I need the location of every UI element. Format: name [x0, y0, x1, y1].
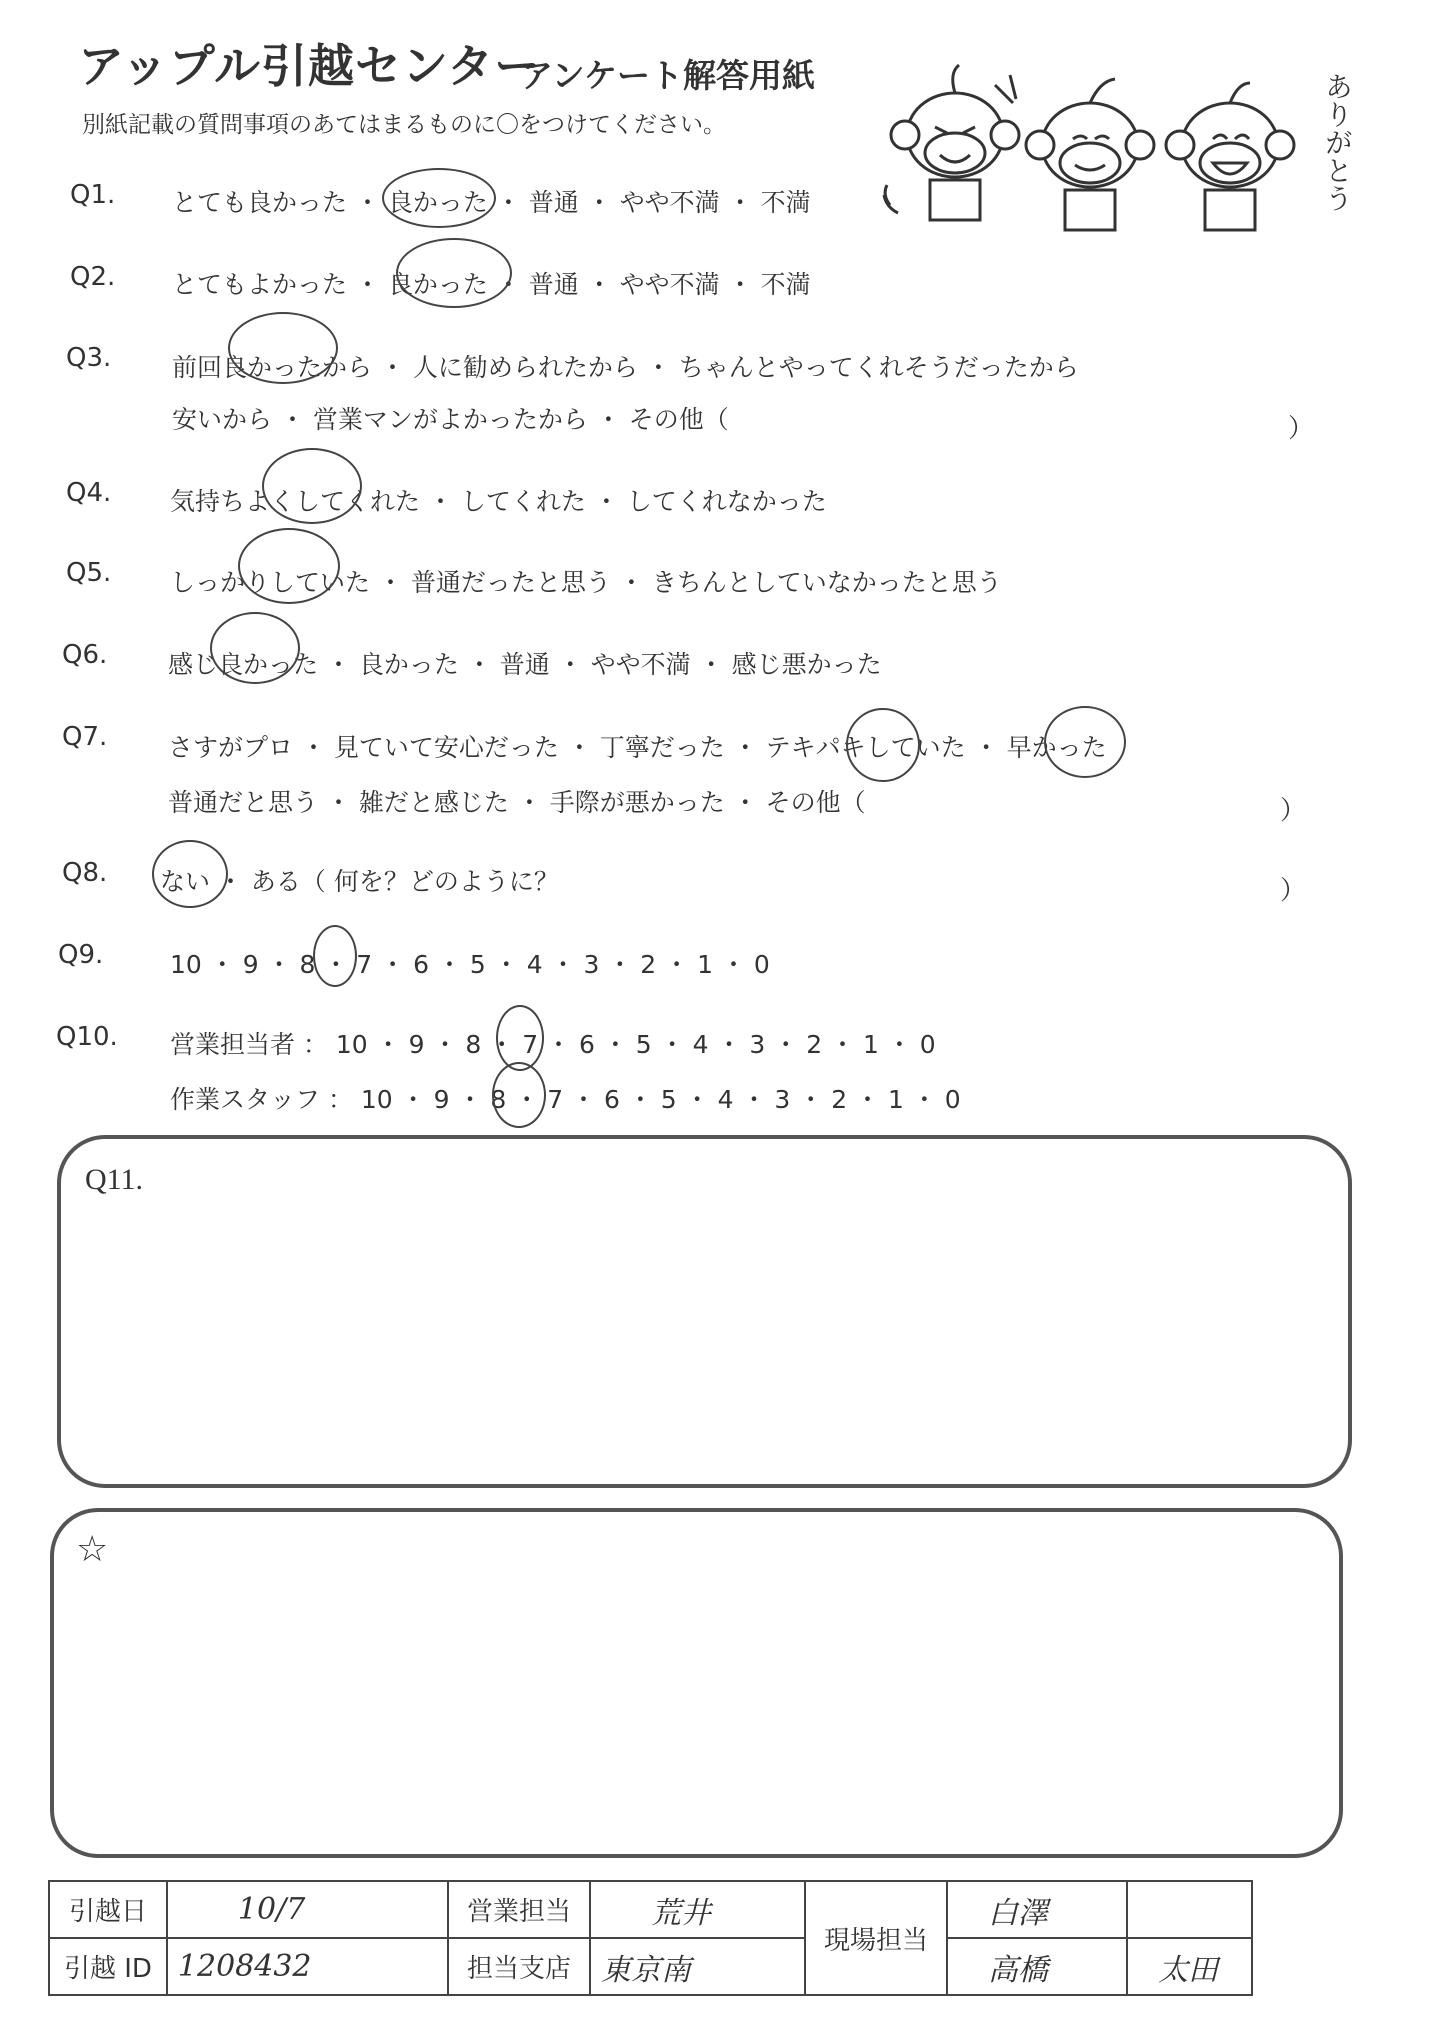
site-rep-empty: [1127, 1881, 1252, 1938]
q1-options: とても良かった ・ 良かった ・ 普通 ・ やや不満 ・ 不満: [172, 188, 811, 217]
mascot-3-icon: [1166, 83, 1294, 230]
instruction-text: 別紙記載の質問事項のあてはまるものに〇をつけてください。: [82, 112, 726, 138]
sales-rep-value: 荒井: [590, 1881, 805, 1938]
form-subtitle: アンケート解答用紙: [520, 56, 816, 95]
q7-selection-circle-1: [846, 708, 920, 782]
moving-date-label: 引越日: [49, 1881, 167, 1938]
q9-label: Q9.: [58, 940, 104, 970]
moving-id-value: 1208432: [167, 1938, 448, 1995]
q1-selection-circle: [382, 168, 496, 228]
q10-staff-scale: 作業スタッフ ： 10 ・ 9 ・ 8 ・ 7 ・ 6 ・ 5 ・ 4 ・ 3 ・ 2 ・ 1 ・ 0: [170, 1085, 961, 1114]
q7-label: Q7.: [62, 722, 108, 752]
star-comment-box[interactable]: [50, 1508, 1343, 1858]
q5-selection-circle: [238, 528, 340, 604]
q1-label: Q1.: [70, 180, 116, 210]
q8-selection-circle: [152, 840, 228, 908]
q8-options: ない ・ ある（ 何を？どのように？: [160, 867, 559, 896]
q10-sales-scale: 営業担当者 ： 10 ・ 9 ・ 8 ・ 7 ・ 6 ・ 5 ・ 4 ・ 3 ・ 2 ・ 1 ・ 0: [170, 1030, 936, 1059]
q7-options-line2: 普通だと思う ・ 雑だと感じた ・ 手際が悪かった ・ その他（: [168, 788, 866, 817]
q2-selection-circle: [396, 238, 512, 308]
moving-id-label: 引越 ID: [49, 1938, 167, 1995]
q6-label: Q6.: [62, 640, 108, 670]
q3-options-line1: 前回良かったから ・ 人に勧められたから ・ ちゃんとやってくれそうだったから: [172, 353, 1079, 382]
branch-label: 担当支店: [448, 1938, 590, 1995]
q7-close-paren: ）: [1280, 796, 1307, 826]
q11-label: Q11.: [85, 1163, 144, 1196]
thanks-text: ありがとう: [1321, 72, 1354, 212]
q6-selection-circle: [210, 612, 300, 684]
q2-label: Q2.: [70, 262, 116, 292]
q10-staff-selection-circle: [492, 1062, 546, 1128]
q5-options: しっかりしていた ・ 普通だったと思う ・ きちんとしていなかったと思う: [170, 568, 1002, 597]
q9-scale: 10 ・ 9 ・ 8 ・ 7 ・ 6 ・ 5 ・ 4 ・ 3 ・ 2 ・ 1 ・ 0: [170, 950, 770, 979]
branch-value: 東京南: [590, 1938, 805, 1995]
q5-label: Q5.: [66, 558, 112, 588]
q11-comment-box[interactable]: [57, 1135, 1352, 1488]
q3-label: Q3.: [66, 343, 112, 373]
q10-label: Q10.: [56, 1022, 118, 1052]
q4-options: 気持ちよくしてくれた ・ してくれた ・ してくれなかった: [170, 487, 827, 516]
q3-close-paren: ）: [1288, 414, 1315, 444]
mascot-2-icon: [995, 75, 1154, 230]
q2-options: とてもよかった ・ 良かった ・ 普通 ・ やや不満 ・ 不満: [172, 270, 811, 299]
q3-selection-circle: [228, 312, 338, 384]
site-rep-value-1: 白澤: [947, 1881, 1127, 1938]
q8-label: Q8.: [62, 858, 108, 888]
q8-close-paren: ）: [1280, 876, 1307, 906]
site-rep-value-3: 太田: [1127, 1938, 1252, 1995]
company-title: アップル引越センター: [78, 39, 542, 93]
sales-rep-label: 営業担当: [448, 1881, 590, 1938]
q7-options-line1: さすがプロ ・ 見ていて安心だった ・ 丁寧だった ・ テキパキしていた ・ 早かった: [168, 733, 1107, 762]
site-rep-value-2: 高橋: [947, 1938, 1127, 1995]
q9-selection-circle: [313, 925, 357, 987]
moving-date-value: 10/7: [167, 1881, 448, 1938]
q4-selection-circle: [262, 448, 362, 524]
q4-label: Q4.: [66, 478, 112, 508]
mascot-illustration: [880, 55, 1340, 245]
q3-options-line2: 安いから ・ 営業マンがよかったから ・ その他（: [172, 405, 729, 434]
q7-selection-circle-2: [1044, 706, 1126, 778]
site-rep-label: 現場担当: [805, 1881, 947, 1995]
q6-options: 感じ良かった ・ 良かった ・ 普通 ・ やや不満 ・ 感じ悪かった: [168, 650, 882, 679]
star-icon: ☆: [76, 1529, 109, 1569]
footer-info-table: [48, 1880, 1253, 1996]
